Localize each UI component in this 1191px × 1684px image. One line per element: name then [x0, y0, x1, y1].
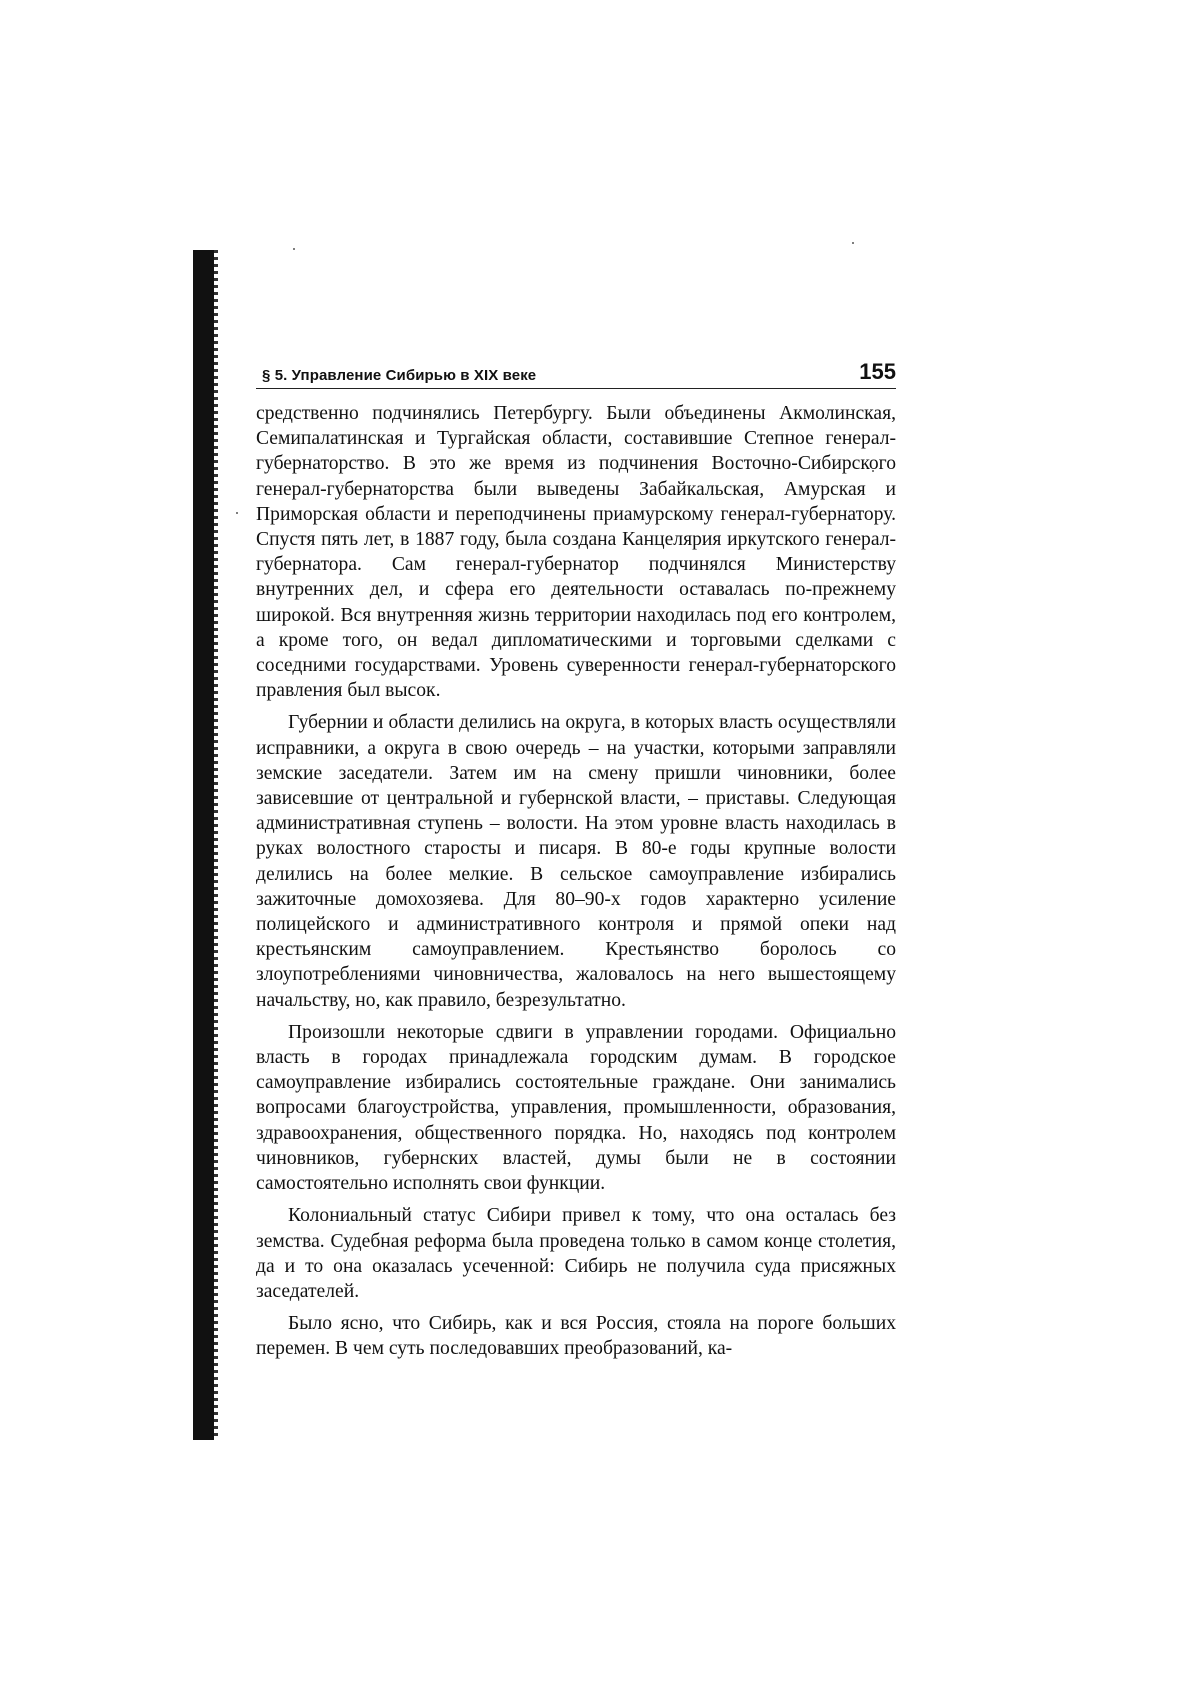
- paragraph: Было ясно, что Сибирь, как и вся Россия, стояла на пороге больших перемен. В чем суть последовавших преобразований, ка-: [256, 1313, 896, 1360]
- paragraph: Произошли некоторые сдвиги в управлении городами. Официально власть в городах принадлежала городским думам. В городское самоуправление избирались состоятельные граждане. Они занимались вопросами благоустройства, управления, промышленности, образования, здравоохранения, общественного порядка. Но, находясь под контролем чиновников, губернских властей, думы были не в состоянии самостоятельно исполнять свои функции.: [256, 1021, 896, 1195]
- paragraph: Губернии и области делились на округа, в которых власть осуществляли исправники, а округа в свою очередь – на участки, которыми заправляли земские заседатели. Затем им на смену пришли чиновники, более зависевшие от центральной и губернской власти, – приставы. Следующая административная ступень – волости. На этом уровне власть находилась в руках волостного старосты и писаря. В 80-е годы крупные волости делились на более мелкие. В сельское самоуправление избирались зажиточные домохозяева. Для 80–90-х годов характерно усиление полицейского и административного контроля и прямой опеки над крестьянским самоуправлением. Крестьянство боролось со злоупотреблениями чиновничества, жаловалось на него вышестоящему начальству, но, как правило, безрезультатно.: [256, 712, 896, 1011]
- scan-binding-shadow: [193, 250, 215, 1440]
- running-header: [256, 352, 896, 389]
- scan-speck: [293, 248, 295, 250]
- page-number: 155: [859, 359, 896, 384]
- paragraph: Колониальный статус Сибири привел к тому, что она осталась без земства. Судебная реформа была проведена только в самом конце столетия, да и то она оказалась усеченной: Сибирь не получила суда присяжных заседателей.: [256, 1205, 896, 1302]
- book-page: [256, 352, 896, 1369]
- scan-speck: [852, 242, 854, 244]
- section-title: § 5. Управление Сибирью в XIX веке: [262, 367, 537, 384]
- scan-speck: [236, 512, 238, 514]
- scan-binding-edge: [214, 250, 218, 1440]
- paragraph: средственно подчинялись Петербургу. Были объединены Акмолинская, Семипалатинская и Тургайская области, составившие Степное генерал-губернаторство. В это же время из подчинения Восточно-Сибирского генерал-губернаторства были выведены Забайкальская, Амурская и Приморская области и переподчинены приамурскому генерал-губернатору. Спустя пять лет, в 1887 году, была создана Канцелярия иркутского генерал-губернатора. Сам генерал-губернатор подчинялся Министерству внутренних дел, и сфера его деятельности оставалась по-прежнему широкой. Вся внутренняя жизнь территории находилась под его контролем, а кроме того, он ведал дипломатическими и торговыми сделками с соседними государствами. Уровень суверенности генерал-губернаторского правления был высок.: [256, 403, 896, 702]
- body-text: [256, 401, 896, 1362]
